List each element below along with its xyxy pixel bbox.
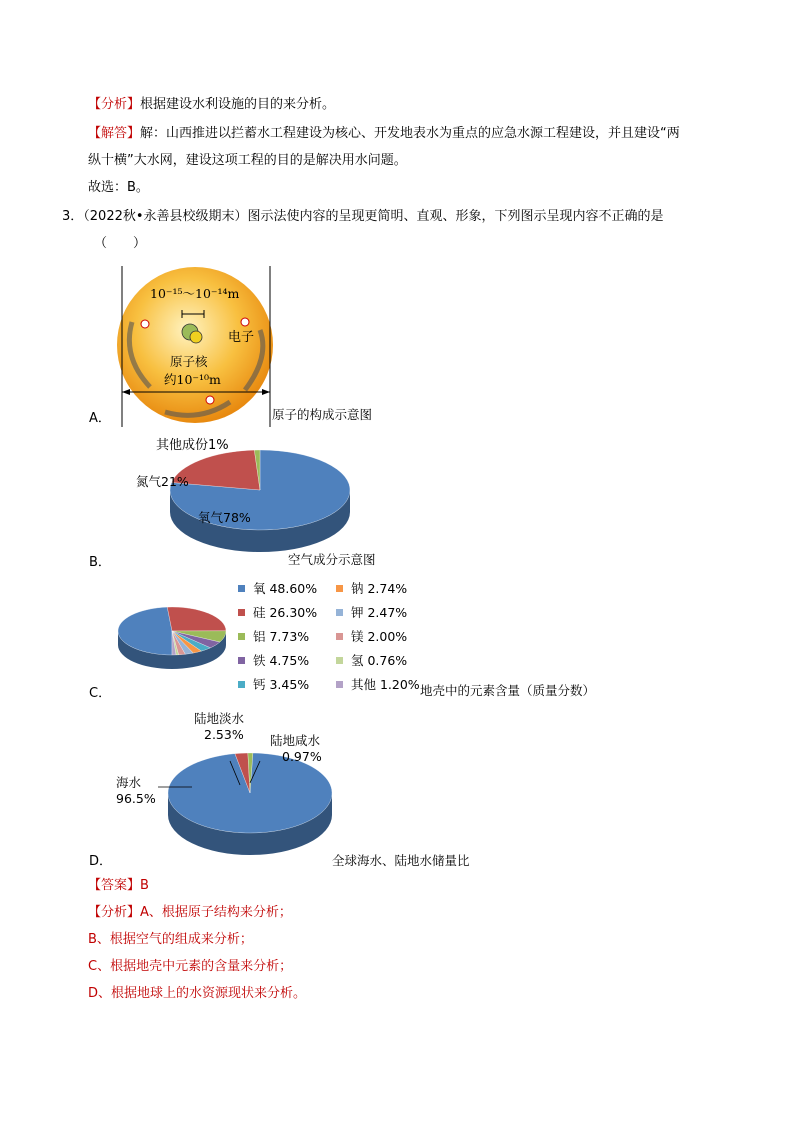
crust-pie-chart <box>110 593 230 693</box>
legend-swatch <box>336 657 343 664</box>
legend-text: 氢 0.76% <box>351 653 408 668</box>
solution-analysis-d: D、根据地球上的水资源现状来分析。 <box>88 986 307 1001</box>
prev-answer-line-2 <box>88 151 407 171</box>
question-paren: （ ） <box>94 236 147 251</box>
pie-label-sea-pct: 96.5% <box>116 791 156 806</box>
analysis-tag: 【分析】 <box>88 905 141 920</box>
legend-swatch <box>238 681 245 688</box>
legend-text: 其他 1.20% <box>351 677 420 692</box>
pie-label-salt-pct: 0.97% <box>282 749 322 764</box>
solution-analysis-a: 【分析】A、根据原子结构来分析； <box>88 905 292 920</box>
legend-swatch <box>336 681 343 688</box>
pie-label-nitrogen: 氮气21% <box>136 474 189 489</box>
legend-item-6 <box>336 603 407 621</box>
prev-analysis-line <box>88 95 335 115</box>
answer-value: B <box>140 878 149 893</box>
option-b-figure <box>110 432 410 567</box>
answer-text-2: 纵十横”大水网，建设这项工程的目的是解决用水问题。 <box>88 153 407 168</box>
atom-size-label: 约10⁻¹⁰m <box>164 372 221 387</box>
electron-dot <box>141 320 149 328</box>
option-c-caption: 地壳中的元素含量（质量分数） <box>420 683 596 698</box>
legend-item-1 <box>238 603 317 621</box>
answer-tag: 【答案】 <box>88 878 141 893</box>
air-pie-chart <box>110 432 410 567</box>
legend-text: 钠 2.74% <box>351 581 408 596</box>
solution-analysis-b: B、根据空气的组成来分析； <box>88 932 253 947</box>
solution-analysis-c: C、根据地壳中元素的含量来分析； <box>88 959 293 974</box>
crust-pie-slice-1 <box>167 607 226 631</box>
legend-swatch <box>238 657 245 664</box>
solution-answer <box>88 876 149 896</box>
question-stem: 3．（2022秋•永善县校级期末）图示法使内容的呈现更简明、直观、形象，下列图示呈现内容不正确的是 <box>62 209 664 224</box>
legend-swatch <box>336 585 343 592</box>
legend-swatch <box>336 633 343 640</box>
legend-item-5 <box>336 579 407 597</box>
option-c-letter: C． <box>89 686 112 701</box>
legend-swatch <box>336 609 343 616</box>
legend-item-0 <box>238 579 317 597</box>
legend-swatch <box>238 633 245 640</box>
legend-text: 铁 4.75% <box>253 653 310 668</box>
pie-label-fresh-pct: 2.53% <box>204 727 244 742</box>
legend-item-2 <box>238 627 309 645</box>
legend-text: 铝 7.73% <box>253 629 310 644</box>
legend-text: 氧 48.60% <box>253 581 318 596</box>
option-d-caption: 全球海水、陆地水储量比 <box>332 853 470 868</box>
option-a-letter: A． <box>89 411 111 426</box>
answer-tag: 【解答】 <box>88 126 141 141</box>
option-a-caption: 原子的构成示意图 <box>272 407 373 422</box>
legend-text: 钾 2.47% <box>351 605 408 620</box>
option-b-caption: 空气成分示意图 <box>288 552 376 567</box>
legend-item-8 <box>336 651 407 669</box>
legend-item-7 <box>336 627 407 645</box>
prev-answer-line <box>88 124 680 144</box>
analysis-tag: 【分析】 <box>88 97 141 112</box>
analysis-text: 根据建设水利设施的目的来分析。 <box>140 97 336 112</box>
option-c-figure <box>110 575 630 700</box>
pie-label-salt: 陆地咸水 <box>270 733 321 748</box>
nucleus-size-label: 10⁻¹⁵～10⁻¹⁴m <box>150 286 240 301</box>
pie-label-sea: 海水 <box>116 775 142 790</box>
option-a-figure <box>110 262 400 432</box>
electron-label: 电子 <box>228 330 255 345</box>
option-d-letter: D． <box>89 854 113 869</box>
electron-dot <box>241 318 249 326</box>
legend-item-9 <box>336 675 420 693</box>
legend-item-4 <box>238 675 309 693</box>
pie-label-fresh: 陆地淡水 <box>194 711 245 726</box>
legend-swatch <box>238 585 245 592</box>
legend-item-3 <box>238 651 309 669</box>
pie-label-oxygen: 氧气78% <box>198 510 251 525</box>
option-b-letter: B． <box>89 555 111 570</box>
pie-label-other: 其他成份1% <box>156 438 229 453</box>
prev-choice: 故选：B。 <box>88 180 149 195</box>
electron-dot <box>206 396 214 404</box>
answer-text-1: 解：山西推进以拦蓄水工程建设为核心、开发地表水为重点的应急水源工程建设，并且建设“两 <box>140 126 680 141</box>
option-d-figure <box>110 705 500 870</box>
nucleus-label: 原子核 <box>170 354 208 369</box>
legend-text: 镁 2.00% <box>351 629 408 644</box>
legend-text: 硅 26.30% <box>253 605 318 620</box>
nucleus <box>190 331 202 343</box>
legend-swatch <box>238 609 245 616</box>
water-pie-chart <box>110 705 500 870</box>
legend-text: 钙 3.45% <box>253 677 310 692</box>
